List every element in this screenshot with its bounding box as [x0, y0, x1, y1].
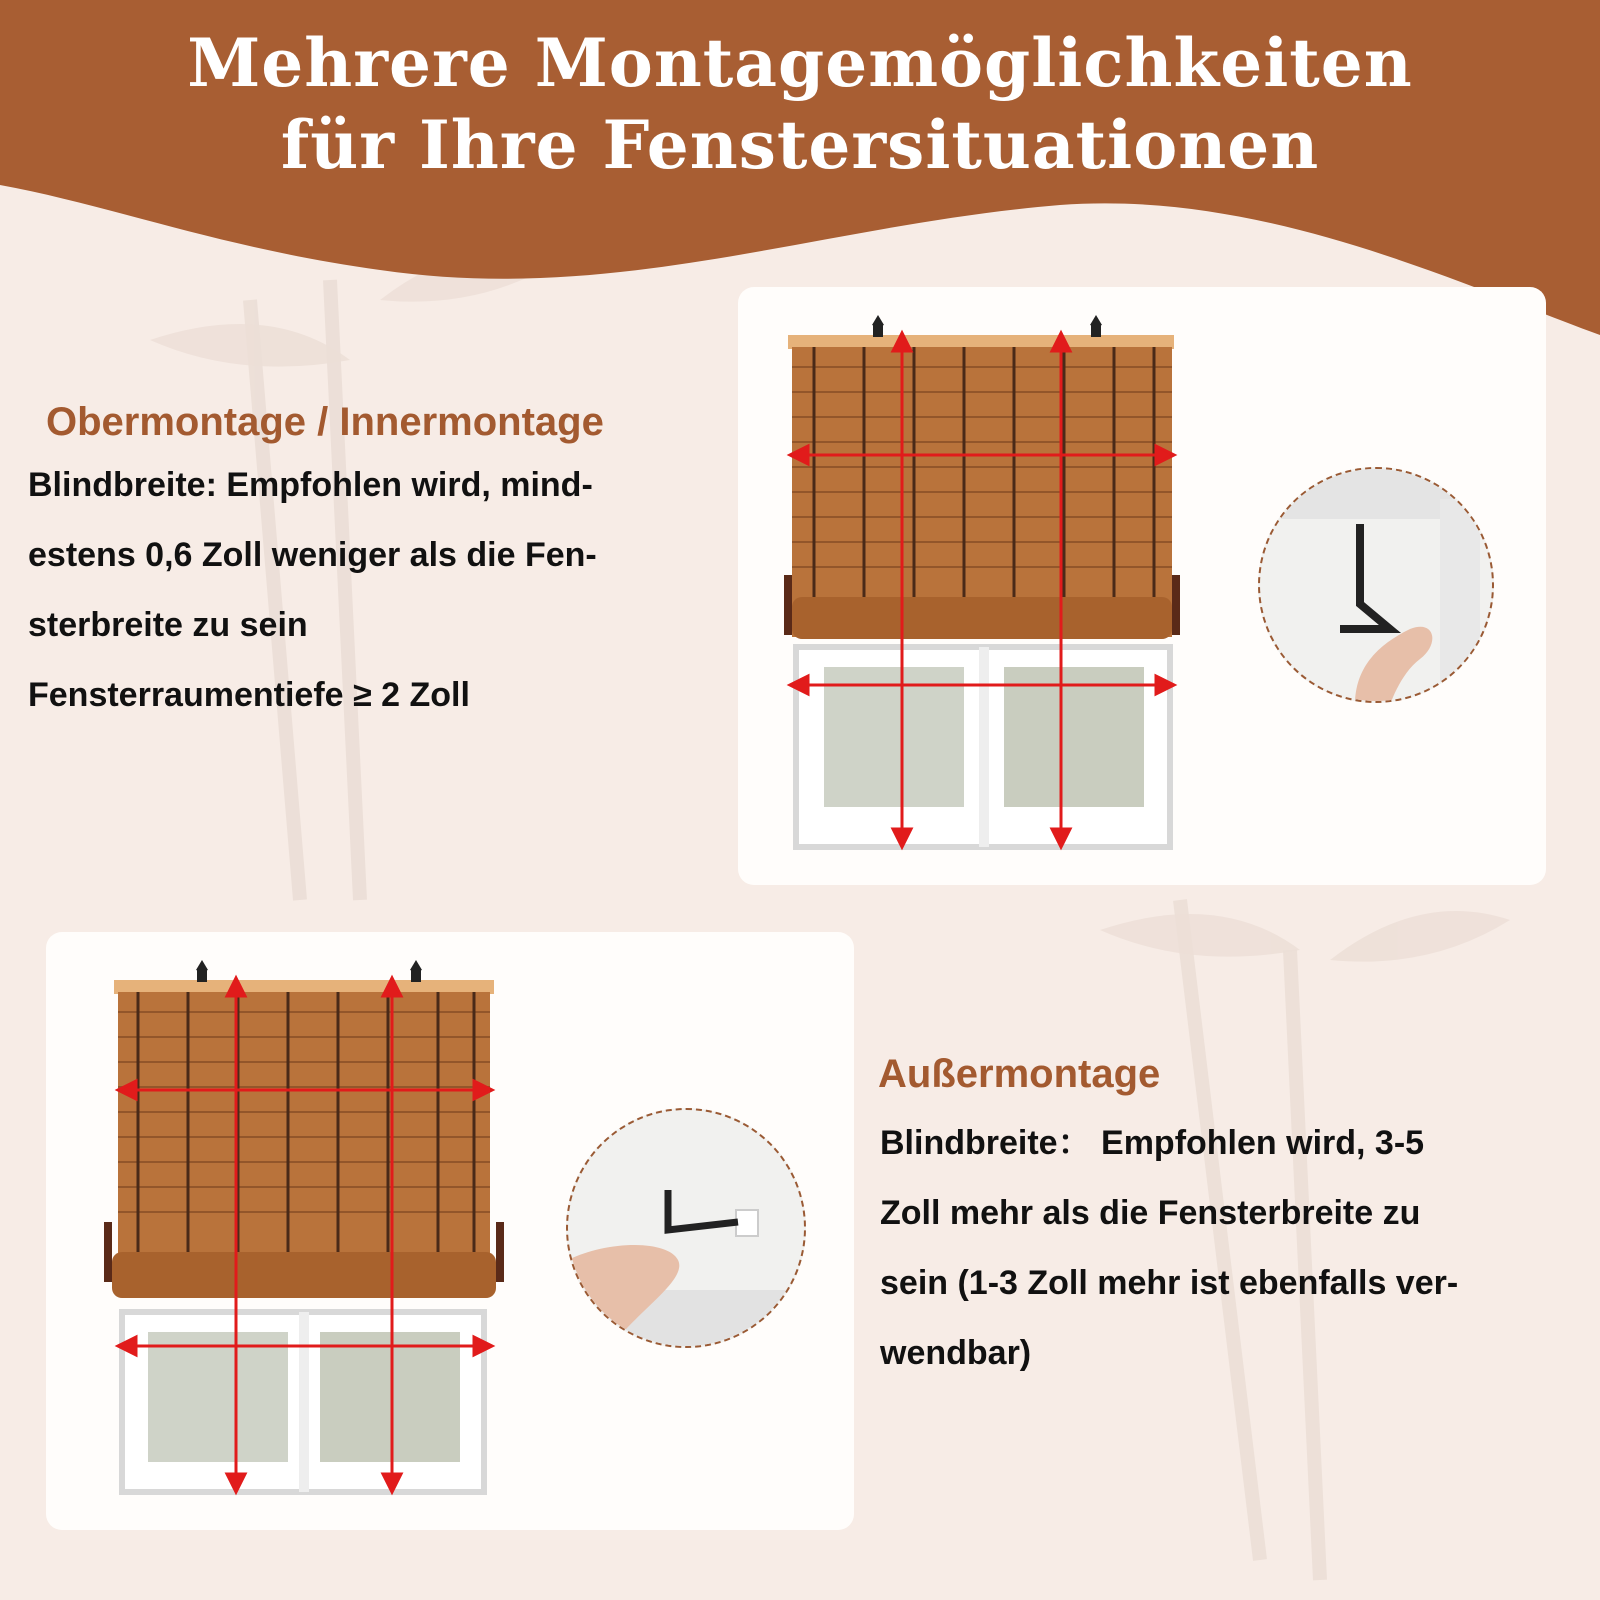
- outside-mount-line-4: wendbar): [880, 1334, 1032, 1372]
- outside-mount-line-1: Blindbreite： Empfohlen wird, 3-5: [880, 1124, 1425, 1162]
- page-title: [0, 22, 1600, 186]
- outside-mount-line-2: Zoll mehr als die Fensterbreite zu: [880, 1194, 1421, 1232]
- outside-mount-heading: Außermontage: [878, 1052, 1161, 1096]
- bamboo-blind-inside-mount-icon: [784, 307, 1204, 857]
- inside-mount-heading: Obermontage / Innermontage: [46, 400, 604, 444]
- inside-mount-text: [28, 450, 708, 730]
- inside-mount-line-1: Blindbreite: Empfohlen wird, mind-: [28, 466, 593, 504]
- title-line-2: für Ihre Fenstersituationen: [280, 106, 1320, 184]
- bamboo-blind-outside-mount-icon: [104, 952, 524, 1502]
- inside-mount-line-2: estens 0,6 Zoll weniger als die Fen-: [28, 536, 597, 574]
- outside-mount-card: [46, 932, 854, 1530]
- wall-hook-zoom: [566, 1108, 806, 1348]
- inside-mount-line-3: sterbreite zu sein: [28, 606, 308, 644]
- outside-mount-line-3: sein (1-3 Zoll mehr ist ebenfalls ver-: [880, 1264, 1459, 1302]
- inside-mount-line-4: Fensterraumentiefe ≥ 2 Zoll: [28, 676, 470, 714]
- title-line-1: Mehrere Montagemöglichkeiten: [187, 24, 1413, 102]
- inside-mount-card: [738, 287, 1546, 885]
- outside-mount-text: [880, 1108, 1580, 1388]
- ceiling-hook-icon: [1260, 469, 1494, 703]
- wall-hook-icon: [568, 1110, 806, 1348]
- ceiling-hook-zoom: [1258, 467, 1494, 703]
